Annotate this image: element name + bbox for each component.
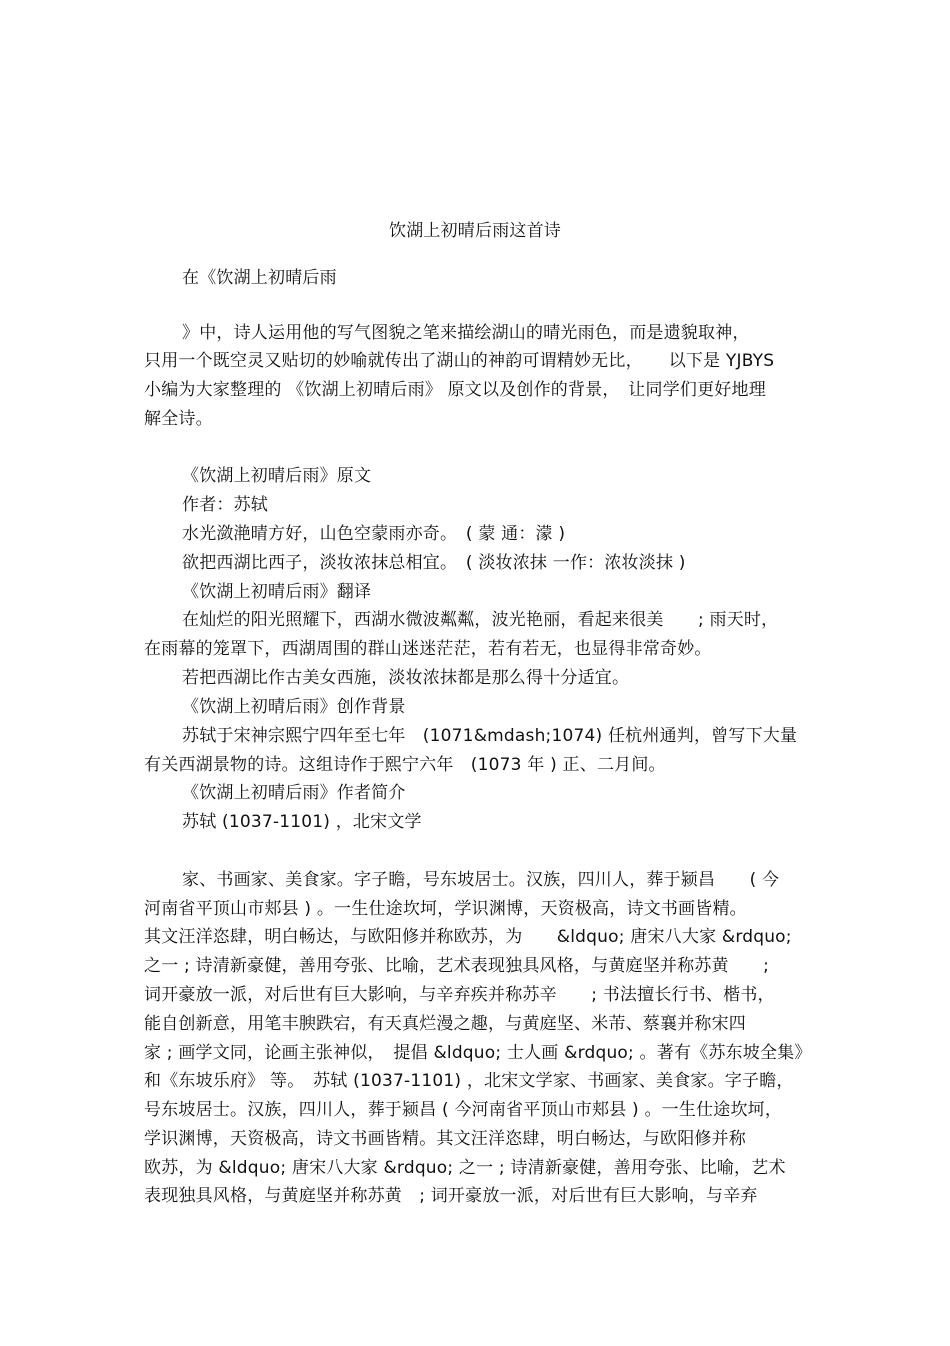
paragraph-line: 只用一个既空灵又贴切的妙喻就传出了湖山的神韵可谓精妙无比， 以下是 YJBYS [144, 351, 775, 371]
paragraph-line: 词开豪放一派，对后世有巨大影响，与辛弃疾并称苏辛 ; 书法擅长行书、楷书， [144, 985, 775, 1005]
author-line: 作者：苏轼 [182, 495, 268, 515]
section-heading: 《饮湖上初晴后雨》原文 [182, 466, 372, 486]
paragraph-line: 在灿烂的阳光照耀下，西湖水微波粼粼，波光艳丽，看起来很美 ; 雨天时， [182, 610, 779, 630]
paragraph-line: 在《饮湖上初晴后雨 [182, 268, 337, 288]
paragraph-line: 能自创新意，用笔丰腴跌宕，有天真烂漫之趣，与黄庭坚、米芾、蔡襄并称宋四 [144, 1014, 746, 1034]
paragraph-line: 欧苏，为 &ldquo; 唐宋八大家 &rdquo; 之一 ; 诗清新豪健，善用夸张、比喻，艺术 [144, 1158, 786, 1178]
poem-line: 水光潋滟晴方好，山色空蒙雨亦奇。 ( 蒙 通：濛 ) [182, 524, 566, 544]
paragraph-line: 和《东坡乐府》 等。 苏轼 (1037-1101) ，北宋文学家、书画家、美食家。字子瞻， [144, 1071, 794, 1091]
section-heading: 《饮湖上初晴后雨》创作背景 [182, 697, 406, 717]
paragraph-line: 学识渊博，天资极高，诗文书画皆精。其文汪洋恣肆，明白畅达，与欧阳修并称 [144, 1129, 746, 1149]
poem-line: 欲把西湖比西子，淡妆浓抹总相宜。 ( 淡妆浓抹 一作：浓妆淡抹 ) [182, 553, 686, 573]
paragraph-line: 》中，诗人运用他的写气图貌之笔来描绘湖山的晴光雨色，而是遗貌取神， [182, 323, 750, 343]
paragraph-line: 之一 ; 诗清新豪健，善用夸张、比喻，艺术表现独具风格，与黄庭坚并称苏黄 ; [144, 956, 770, 976]
paragraph-line: 表现独具风格，与黄庭坚并称苏黄 ; 词开豪放一派，对后世有巨大影响，与辛弃 [144, 1186, 758, 1206]
paragraph-line: 有关西湖景物的诗。这组诗作于熙宁六年 (1073 年 ) 正、二月间。 [144, 755, 666, 775]
paragraph-line: 家、书画家、美食家。字子瞻，号东坡居士。汉族，四川人，葬于颍昌 ( 今 [182, 870, 780, 890]
paragraph-line: 其文汪洋恣肆，明白畅达，与欧阳修并称欧苏，为 &ldquo; 唐宋八大家 &rdquo; [144, 927, 792, 947]
paragraph-line: 苏轼于宋神宗熙宁四年至七年 (1071&mdash;1074) 任杭州通判，曾写下大量 [182, 726, 798, 746]
paragraph-line: 河南省平顶山市郏县 ) 。一生仕途坎坷，学识渊博，天资极高，诗文书画皆精。 [144, 899, 747, 919]
paragraph-line: 苏轼 (1037-1101) ，北宋文学 [182, 812, 422, 832]
paragraph-line: 家 ; 画学文同，论画主张神似， 提倡 &ldquo; 士人画 &rdquo; 。著有《苏东坡全集》 [144, 1043, 812, 1063]
paragraph-line: 在雨幕的笼罩下，西湖周围的群山迷迷茫茫，若有若无，也显得非常奇妙。 [144, 639, 712, 659]
paragraph-line: 解全诗。 [144, 409, 213, 429]
section-heading: 《饮湖上初晴后雨》作者简介 [182, 783, 406, 803]
document-title: 饮湖上初晴后雨这首诗 [389, 221, 561, 241]
paragraph-line: 若把西湖比作古美女西施，淡妆浓抹都是那么得十分适宜。 [182, 668, 630, 688]
paragraph-line: 小编为大家整理的 《饮湖上初晴后雨》 原文以及创作的背景， 让同学们更好地理 [144, 380, 766, 400]
section-heading: 《饮湖上初晴后雨》翻译 [182, 582, 372, 602]
paragraph-line: 号东坡居士。汉族，四川人，葬于颍昌 ( 今河南省平顶山市郏县 ) 。一生仕途坎坷， [144, 1100, 783, 1120]
